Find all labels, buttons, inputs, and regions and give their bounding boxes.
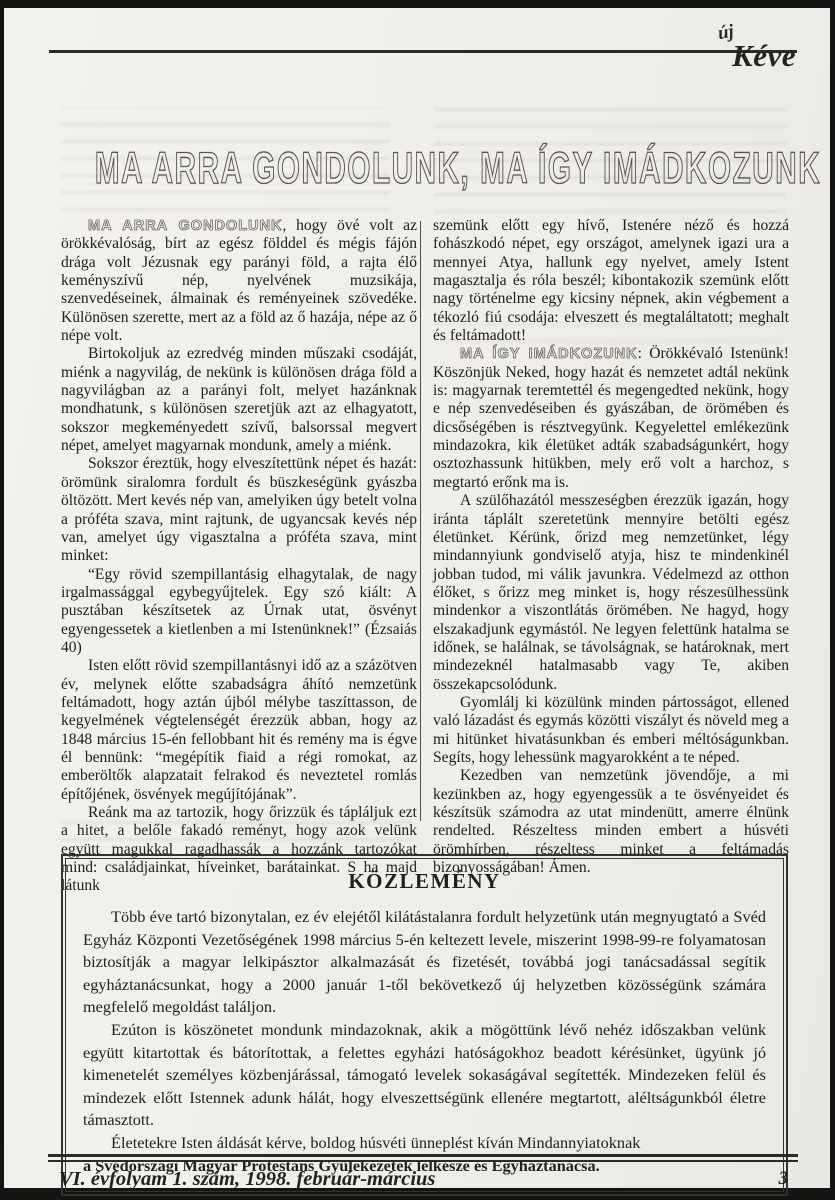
paragraph: “Egy rövid szempillantásig elhagytalak, de nagy irgalmassággal egybegyűjtelek. Egy szó kiált: A pusztában készítsetek az Úrnak utat, ösvényt egyengessetek a kietlenben a mi Istenünknek!” (Ézsaiás 40) — [61, 565, 417, 656]
announcement-signature: a Svédországi Magyar Protestáns Gyülekezetek lelkésze és Egyháztanácsa. — [83, 1155, 600, 1175]
footer-issue-label: VI. évfolyam 1. szám, 1998. február-március — [59, 1168, 436, 1190]
paragraph-text: : Örökkévaló Istenünk! Köszönjük Neked, hogy hazát és nemzetet adtál nekünk is: magyarnak teremtettél és megengedted nekünk, hogy e nép szenvedéseiben és gyászában, de örömében és dicsőségében is résztvegyünk. Kegyelettel emlékezünk mindazokra, kik életüket adták szabadságunkért, hogy osztozhassunk hitükben, mely erő volt a harchoz, s megtartó erőnk ma is. — [433, 345, 789, 491]
masthead-logo — [716, 20, 796, 74]
article-title: MA ARRA GONDOLUNK, MA ÍGY IMÁDKOZUNK — [94, 144, 822, 194]
masthead-logo-uj: új — [716, 20, 736, 45]
announcement-heading: KÖZLEMÉNY — [348, 869, 501, 893]
masthead-rule — [49, 50, 797, 53]
paragraph: Kezedben van nemzetünk jövendője, a mi kezünkben az, hogy egyengessük a te ösvényeidet és készítsük számodra az utat mindenütt, amerre élnünk rendelted. Részeltess minden embert a húsvéti örömhírben, részeltess minket a feltámadás bizonyosságában! Ámen. — [433, 767, 789, 877]
footer-rule — [48, 1154, 798, 1162]
article-column-right — [433, 217, 789, 877]
inline-deco-heading: MA ÍGY IMÁDKOZUNK — [460, 346, 638, 363]
paragraph — [433, 345, 789, 492]
paragraph: Gyomlálj ki közülünk minden pártosságot, ellened való lázadást és egymás közötti viszályt és növeld meg a mi hitünket hivatásunkban és emberi méltóságunkban. Segíts, hogy lehessünk magyarokként a te néped. — [433, 693, 789, 766]
article-column-left — [61, 217, 417, 896]
masthead-logo-keve: Kéve — [732, 38, 796, 73]
paragraph: A szülőhazától messzeségben érezzük igazán, hogy iránta táplált szeretetünk mennyire betölti egész életünket. Kérünk, őrizd meg nemzetünket, légy mindannyiunk gondviselő atyja, hisz te mindenkinél jobban tudod, mi válik javunkra. Védelmezd az otthon élőket, s őrizz meg minket is, hogy részesülhessünk mindenkor a viszontlátás örömében. Ne hagyd, hogy elszakadjunk egymástól. Ne legyen felettünk hatalma se időnek, se halálnak, se távolságnak, se határoknak, mert mindezeknél hatalmasabb vagy Te, akiben összekapcsolódunk. — [433, 492, 789, 693]
paragraph — [61, 217, 417, 345]
column-divider — [420, 221, 421, 821]
announcement-box-inner — [65, 858, 784, 1192]
paragraph: Isten előtt rövid szempillantásnyi idő az a százötven év, melynek előtte szabadságra áhító nemzetünk feltámadott, hogy aztán újból mélybe taszíttasson, de kegyelmének végtelenségét érezzük abban, hogy az 1848 március 15-én fellobbant hit és remény ma is égve él bennünk: “megépítik fiaid a régi romokat, az emberöltők alapzatait felrakod és neveztetel romlás építőjének, ösvények megújítójának”. — [61, 657, 417, 803]
scanned-newsletter-page — [4, 8, 830, 1188]
paragraph: Sokszor éreztük, hogy elveszítettünk népet és hazát: örömünk siralomra fordult és büszkeségünk gyászba öltözött. Mert kevés nép van, amelyiken úgy betelt volna a próféta szava, mint rajtunk, de ugyancsak kevés nép van, amelyet úgy vigasztalna a próféta szava, mint minket: — [61, 455, 417, 565]
paragraph: Birtokoljuk az ezredvég minden műszaki csodáját, miénk a nagyvilág, de nekünk is különösen drága föld a nagyvilágban az a parányi folt, melyet hazánknak mondhatunk, s különösen szeretjük azt az elhagyatott, sokszor megkeményedett szívű, balsorssal megvert népet, amelyet magyarnak mondunk, amely a miénk. — [61, 345, 417, 455]
announcement-paragraph: Ezúton is köszönetet mondunk mindazoknak, akik a mögöttünk lévő nehéz időszakban velünk együtt kitartottak és bátorítottak, a felettes egyházi hatóságokhoz beadott kérésünket, ügyünk jó kimenetelét személyes közbenjárással, támogató levelek sokaságával segítették. Mindezeken felül és mindezek előtt Istennek adunk hálát, hogy elveszettségünk ellenére megtartott, aléltságunkból életre támasztott. — [83, 1019, 766, 1130]
paragraph: szemünk előtt egy hívő, Istenére néző és hozzá fohászkodó népet, egy országot, amelynek igazi ura a mennyei Atya, hallunk egy nyelvet, amely Istent magasztalja és róla beszél; kibontakozik szemünk előtt nagy történelme egy kicsiny népnek, akin végbement a tékozló fiú csodája: elveszett és megtaláltatott; meghalt és feltámadott! — [433, 217, 789, 345]
inline-deco-heading: MA ARRA GONDOLUNK — [88, 218, 283, 234]
footer-page-number: 3 — [778, 1168, 788, 1189]
announcement-box — [61, 854, 788, 1196]
announcement-paragraph: Több éve tartó bizonytalan, ez év elejétől kilátástalanra fordult helyzetünk után megnyugtató a Svéd Egyház Központi Vezetőségének 1998 március 5-én keltezett levele, miszerint 1998-99-re folyamatosan biztosítják a magyar lelkipásztor alkalmazását és fizetését, továbbá jogi tanácsadással segítik egyháztanácsunkat, hogy a 2000 január 1-től bekövetkező új helyzetben közösségünk számára megfelelő megoldást találjon. — [83, 907, 766, 1017]
announcement-paragraph: Életetekre Isten áldását kérve, boldog húsvéti ünneplést kíván Mindannyiatoknak — [111, 1132, 641, 1152]
paragraph: Reánk ma az tartozik, hogy őrizzük és tápláljuk ezt a hitet, a belőle fakadó reményt, hogy azok velünk együtt magukkal ragadhassák a hozzánk tartozókat mind: családjainkat, híveinket, barátainkat. S ha majd látunk — [61, 804, 417, 895]
paragraph-text: , hogy övé volt az örökkévalóság, bírt az egész földdel és mégis fájón drága volt Jézusnak egy parányi föld, a rajta élő keményszívű nép, nyelvének muzsikája, szenvedéseinek, álmainak és reményeinek szövedéke. Különösen szerette, mert az a föld az ő hazája, népe az ő népe volt. — [61, 217, 418, 345]
